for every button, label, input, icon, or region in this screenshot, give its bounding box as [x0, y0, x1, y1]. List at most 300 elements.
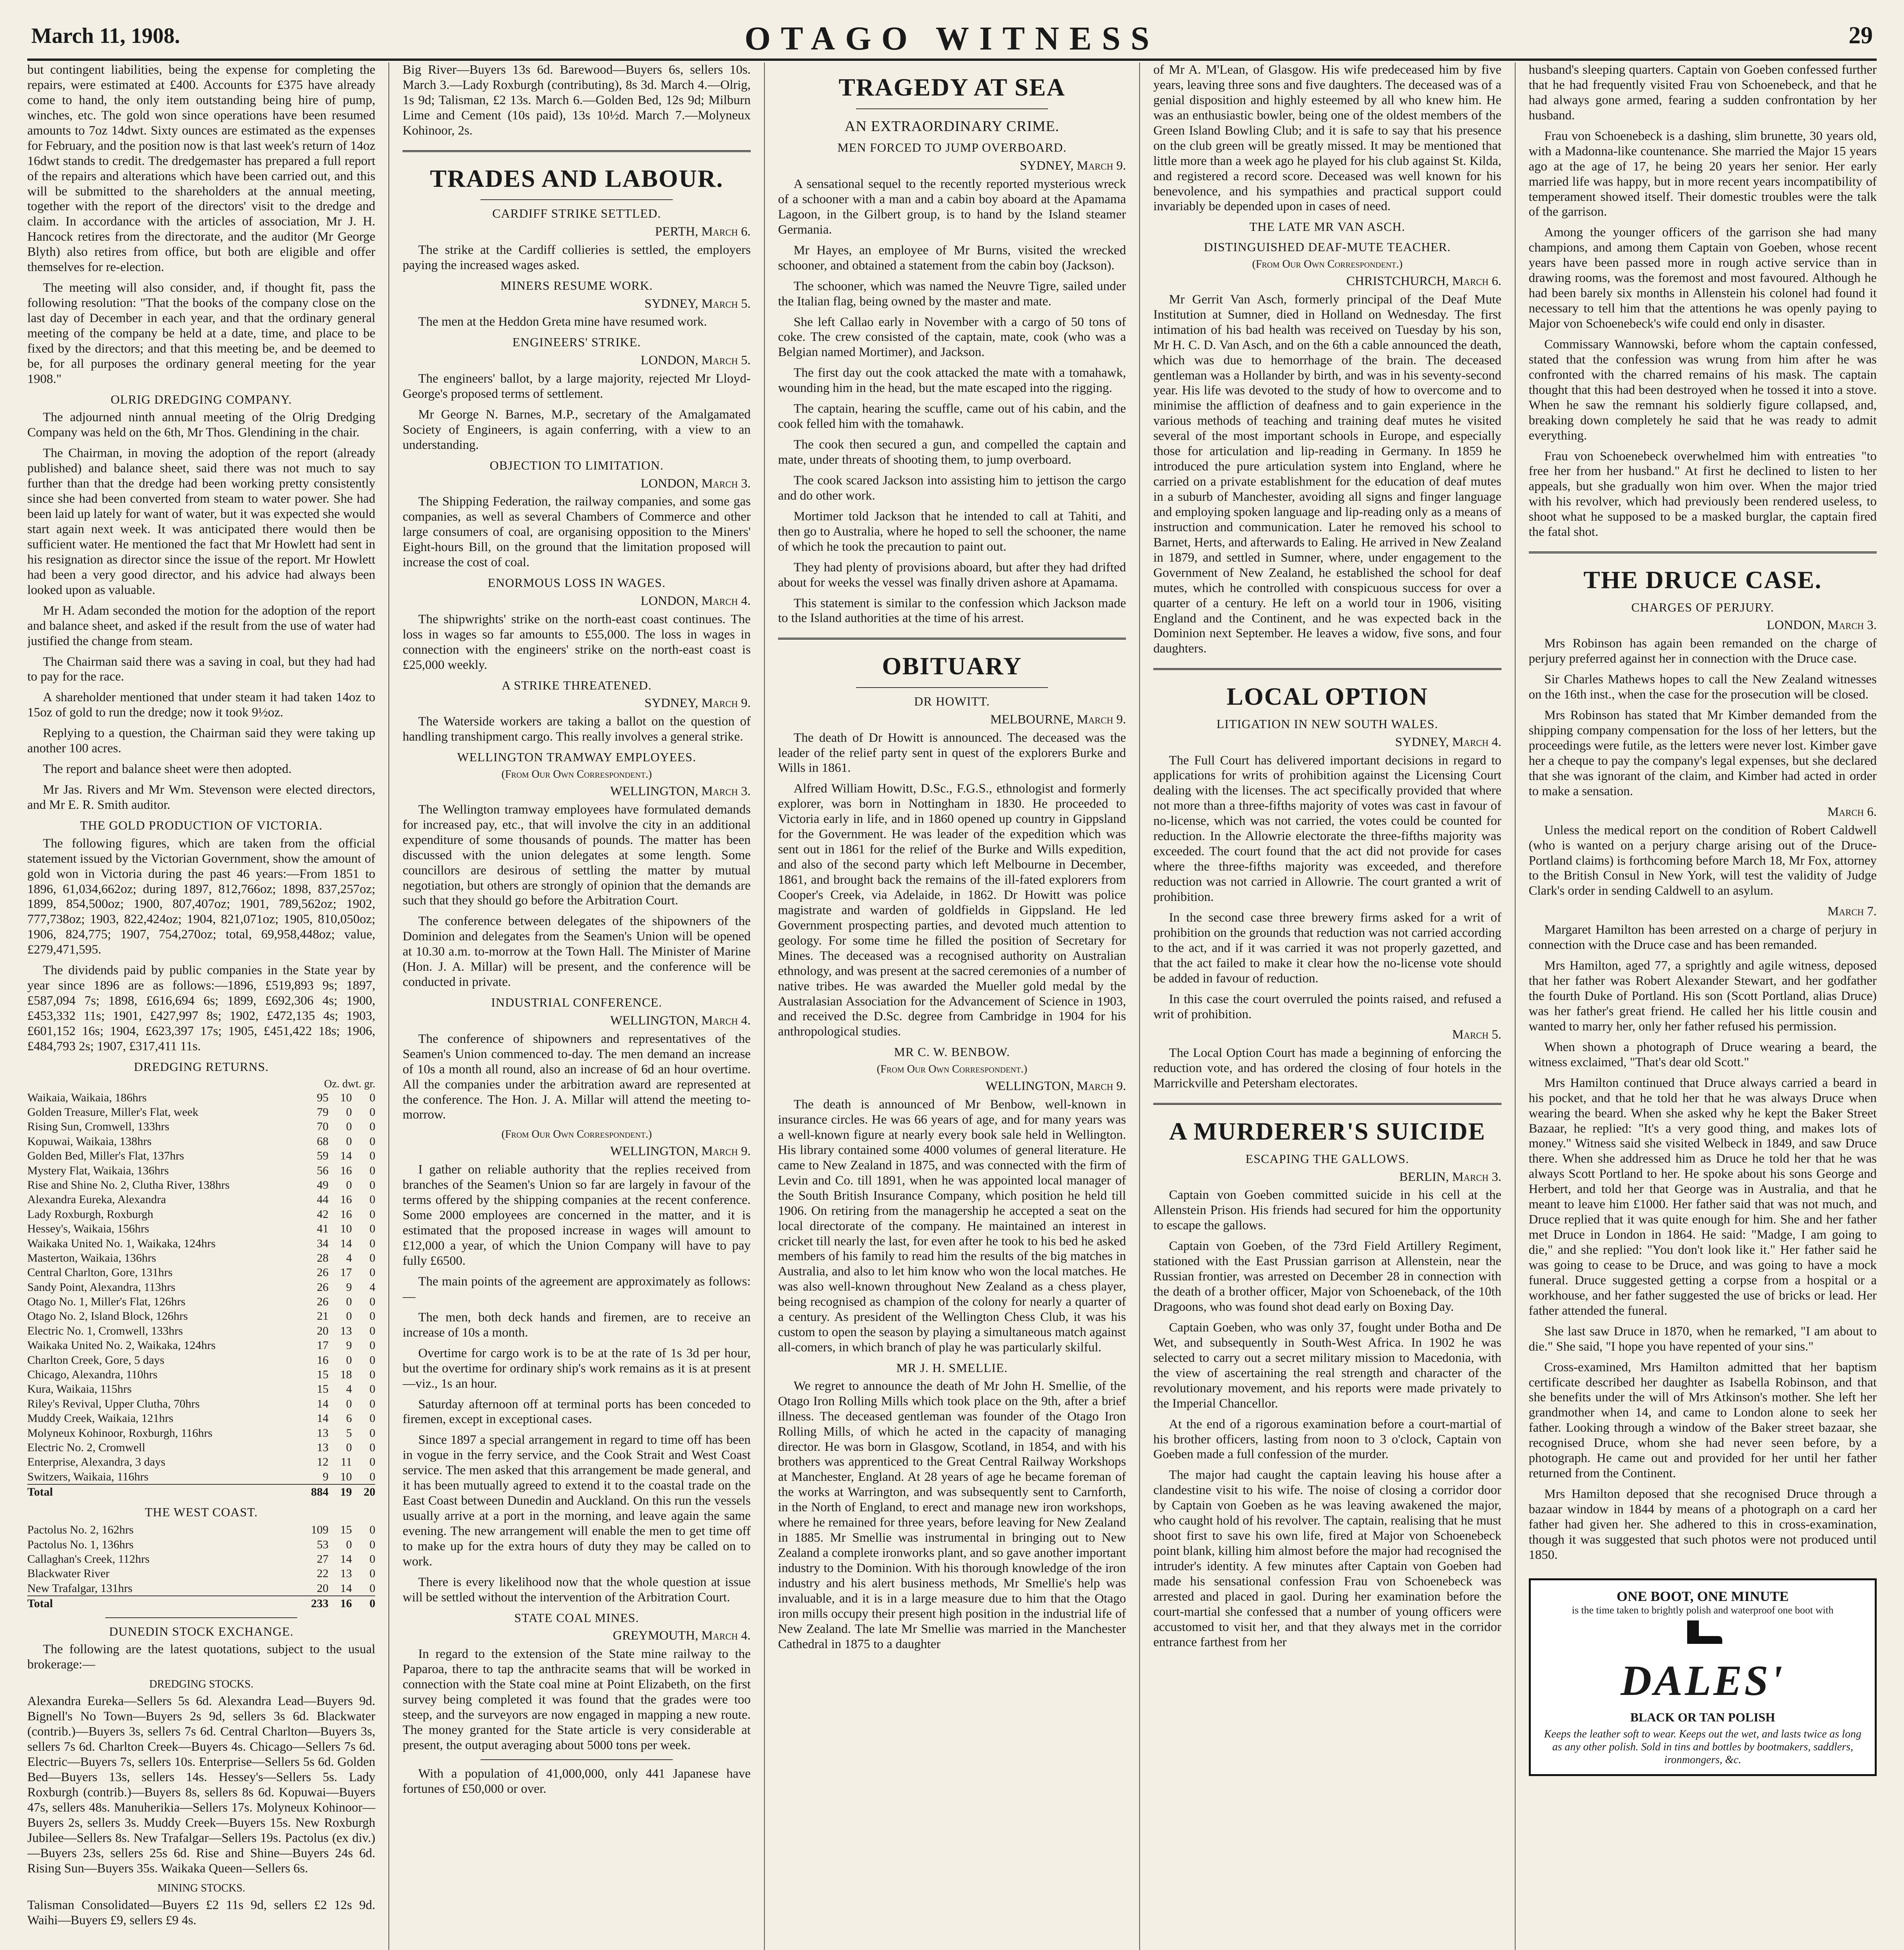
yield-dwt: 4 [346, 1383, 352, 1396]
yield-dwt: 0 [346, 1441, 352, 1454]
yield-dwt: 0 [346, 1310, 352, 1323]
article-text: The captain, hearing the scuffle, came out of his cabin, and the cook felled him with the tomahawk. [778, 402, 1126, 431]
subhead-mining-stocks: MINING STOCKS. [157, 1882, 245, 1894]
claim-name: Blackwater River [27, 1567, 110, 1580]
yield-dwt: 0 [346, 1397, 352, 1410]
headline-tragedy: TRAGEDY AT SEA [839, 73, 1065, 101]
table-row [27, 1207, 375, 1221]
yield-oz: 13 [317, 1441, 329, 1454]
yield-oz: 15 [317, 1368, 329, 1381]
article-text: The cook then secured a gun, and compelled the captain and mate, under threats of shooting them, to jump overboard. [778, 438, 1126, 467]
yield-gr: 0 [369, 1470, 376, 1483]
headline-stock-exchange: DUNEDIN STOCK EXCHANGE. [109, 1624, 294, 1638]
claim-name: Masterton, Waikaia, 136hrs [27, 1251, 156, 1264]
yield-gr: 0 [369, 1553, 376, 1566]
article-text: The Chairman said there was a saving in coal, but they had had to pay for the race. [27, 654, 376, 684]
article-text: The major had caught the captain leaving his house after a clandestine visit to his wife. The noise of closing a corridor door by Captain von Goeben as he was leaving awakened the major, who caught hold of his revolver. The captain, realising that he must shoot first to save his own life, fired at Major von Schoenebeck point blank, killing him almost before the major had recognised the intruder's identity. A few minutes after Captain von Goeben had made his sensational confession Frau von Schoenebeck was arrested and placed in gaol. During her examination before the court-martial she confessed that a number of young officers were accustomed to visit her, and that they always met in the corridor entrance farthest from her [1153, 1468, 1502, 1649]
claim-name: Charlton Creek, Gore, 5 days [27, 1353, 165, 1367]
column-1 [27, 62, 388, 1950]
article-text: Mrs Hamilton deposed that she recognised Druce through a bazaar window in 1844 by means of a photograph on a card her father had given her. She adhered to this in cross-examination, though it was suggested that such photos were not produced until 1850. [1528, 1487, 1877, 1562]
article-text: but contingent liabilities, being the expense for completing the repairs, were estimated at £400. Accounts for £375 have already come to hand, the only item outstanding being hire of pump, winches, etc. The gold won since operations have been resumed amounts to 7oz 14dwt. Sixty ounces are estimated as the expenses for February, and the position now is that last week's return of 14oz 16dwt stands to credit. The dredgemaster has prepared a full report of the repairs and alterations which have been carried out, and this will be submitted to the shareholders at the annual meeting, together with the report of the directors' visit to the dredge and claim. In accordance with the articles of association, Mr J. H. Hancock retires from the directorate, and the auditor (Mr George Blyth) also retires from office, but both are eligible and offer themselves for re-election. [27, 63, 376, 275]
headline-olrig: OLRIG DREDGING COMPANY. [110, 392, 292, 406]
yield-oz: 42 [317, 1207, 329, 1221]
table-row [27, 1163, 375, 1178]
article-text: Mr Hayes, an employee of Mr Burns, visited the wrecked schooner, and obtained a statement from the cabin boy (Jackson). [778, 243, 1126, 273]
divider [856, 108, 1048, 109]
claim-name: Muddy Creek, Waikaia, 121hrs [27, 1412, 174, 1425]
article-text: A sensational sequel to the recently reported mysterious wreck of a schooner with a man and a cabin boy aboard at the Apamama Lagoon, in the Gilbert group, is to hand by the Island steamer Germania. [778, 177, 1126, 237]
table-row [27, 1265, 375, 1280]
ad-body: Keeps the leather soft to wear. Keeps out the wet, and lasts twice as long as any other polish. Sold in tins and bottles by bootmakers, saddlers, ironmongers, &c. [1544, 1728, 1861, 1766]
credit-line: (From Our Own Correspondent.) [1252, 258, 1403, 270]
article-text: The Waterside workers are taking a ballot on the question of handling transhipment cargo. This really involves a general strike. [402, 714, 751, 744]
dateline: March 7. [1827, 904, 1877, 919]
table-row [27, 1090, 375, 1105]
table-row [27, 1280, 375, 1294]
credit-line: (From Our Own Correspondent.) [501, 768, 652, 780]
yield-gr: 0 [369, 1339, 376, 1352]
yield-oz: 34 [317, 1237, 329, 1250]
yield-oz: 26 [317, 1295, 329, 1308]
ad-headline: ONE BOOT, ONE MINUTE [1617, 1588, 1789, 1604]
yield-dwt: 0 [346, 1120, 352, 1133]
boot-icon [1679, 1617, 1726, 1648]
article-text: The Full Court has delivered important decisions in regard to applications for writs of prohibition against the Licensing Court dealing with the licenses. The act specifically provided that where not more than a three-fifths majority of votes was cast in favour of no-license, which was not carried, the votes could be counted for reduction. In the Allowrie electorate the three-fifths majority was exceeded. The court found that the act did not provide for cases where the three-fifths majority was exceeded, and therefore reduction was not carried in Allowrie. The court granted a writ of prohibition. [1153, 753, 1502, 904]
table-row [27, 1455, 375, 1469]
article-text: The dividends paid by public companies in the State year by year since 1896 are as follows:—1896, £519,893 9s; 1897, £587,094 7s; 1898, £616,694 6s; 1899, £692,306 4s; 1900, £453,332 11s; 1901, £427,997 8s; 1902, £472,135 4s; 1903, £601,152 16s; 1904, £623,397 17s; 1905, £451,422 18s; 1906, £484,793 2s; 1907, £317,411 11s. [27, 963, 376, 1053]
yield-dwt: 4 [346, 1251, 352, 1264]
table-row [27, 1149, 375, 1163]
article-text: The cook scared Jackson into assisting him to jettison the cargo and do other work. [778, 473, 1126, 503]
yield-gr: 0 [369, 1266, 376, 1279]
article-text: We regret to announce the death of Mr John H. Smellie, of the Otago Iron Rolling Mills which took place on the 9th, after a brief illness. The deceased gentleman was founder of the Otago Iron Rolling Mills, of which he acted in the capacity of managing director. He was born in Glasgow, Scotland, in 1854, and with his brothers was apprenticed to the Great Central Railway Workshops at Manchester, England. At 28 years of age he became foreman of the works at Warrington, and was subsequently sent to Carnforth, in the North of England, to erect and manage new iron workshops, where he remained for three years, before leaving for New Zealand in 1885. Mr Smellie was instrumental in bringing out to New Zealand a complete ironworks plant, and so gave another important industry to the Dominion. With his thorough knowledge of the iron industry and his alert business methods, Mr Smellie's help was invaluable, and it is in a large measure due to him that the Otago iron mills occupy their present high position in the industrial life of New Zealand. The late Mr Smellie was married in the Manchester Cathedral in 1875 to a daughter [778, 1379, 1126, 1651]
ad-brand: DALES' [1620, 1656, 1785, 1704]
returns-units: Oz. dwt. gr. [324, 1078, 376, 1090]
ad-tagline: is the time taken to brightly polish and waterproof one boot with [1572, 1604, 1834, 1616]
article-text: The following are the latest quotations, subject to the usual brokerage:— [27, 1642, 376, 1672]
yield-dwt: 6 [346, 1412, 352, 1425]
article-text: This statement is similar to the confession which Jackson made to the Island authorities at the time of his arrest. [778, 596, 1126, 626]
yield-dwt: 0 [346, 1105, 352, 1119]
yield-oz: 59 [317, 1149, 329, 1163]
yield-oz: 13 [317, 1426, 329, 1439]
credit-line: (From Our Own Correspondent.) [501, 1128, 652, 1141]
headline-industrial: INDUSTRIAL CONFERENCE. [491, 995, 662, 1010]
article-text: The conference between delegates of the shipowners of the Dominion and delegates from the Seamen's Union will be opened at 10.30 a.m. to-morrow at the Town Hall. The Minister of Marine (Hon. J. A. Millar) will be present, and the conference will be conducted in private. [402, 914, 751, 989]
yield-dwt: 5 [346, 1426, 352, 1439]
yield-oz: 26 [317, 1266, 329, 1279]
dateline: BERLIN, March 3. [1399, 1170, 1502, 1184]
article-text: When shown a photograph of Druce wearing a beard, the witness exclaimed, "That's dear old Scott." [1528, 1040, 1877, 1069]
table-row [27, 1119, 375, 1134]
article-text: She last saw Druce in 1870, when he remarked, "I am about to die." She said, "I hope you have repented of your sins." [1528, 1324, 1877, 1354]
total-oz: 233 [305, 1596, 328, 1611]
table-row [27, 1178, 375, 1192]
yield-oz: 79 [317, 1105, 329, 1119]
yield-gr: 0 [369, 1295, 376, 1308]
yield-gr: 0 [369, 1135, 376, 1148]
yield-gr: 0 [369, 1149, 376, 1163]
claim-name: Otago No. 1, Miller's Flat, 126hrs [27, 1295, 186, 1308]
article-text: The main points of the agreement are approximately as follows:— [402, 1274, 751, 1304]
yield-gr: 0 [369, 1523, 376, 1537]
yield-dwt: 17 [340, 1266, 352, 1279]
divider [1153, 668, 1501, 670]
article-text: At the end of a rigorous examination before a court-martial of his brother officers, lasting from noon to 3 o'clock, Captain von Goeben made a full confession of the murder. [1153, 1417, 1502, 1462]
divider [1153, 1103, 1501, 1105]
yield-gr: 0 [369, 1412, 376, 1425]
table-row [27, 1105, 375, 1119]
yield-gr: 0 [369, 1581, 376, 1595]
table-row [27, 1294, 375, 1309]
yield-gr: 0 [369, 1397, 376, 1410]
yield-dwt: 14 [340, 1149, 352, 1163]
yield-gr: 0 [369, 1353, 376, 1367]
article-text: The Shipping Federation, the railway companies, and some gas companies, as well as several Chambers of Commerce and other large consumers of coal, are organising opposition to the Miners' Eight-hours Bill, on the ground that the limitation proposed will increase the cost of coal. [402, 495, 751, 570]
yield-dwt: 0 [346, 1135, 352, 1148]
article-text: They had plenty of provisions aboard, but after they had drifted about for weeks the vessel was finally driven ashore at Apamama. [778, 560, 1126, 590]
headline-howitt: DR HOWITT. [914, 694, 990, 708]
claim-name: Switzers, Waikaia, 116hrs [27, 1470, 149, 1483]
yield-gr: 0 [369, 1178, 376, 1191]
headline-engineers: ENGINEERS' STRIKE. [512, 335, 641, 349]
article-text: The following figures, which are taken from the official statement issued by the Victorian Government, show the amount of gold won in Victoria during the past 46 years:—From 1851 to 1896, 61,034,662oz; during 1897, 812,766oz; 1898, 837,257oz; 1899, 854,500oz; 1900, 807,407oz; 1901, 789,562oz; 1902, 777,738oz; 1903, 822,424oz; 1904, 821,071oz; 1905, 810,050oz; 1906, 824,775; 1907, 754,270oz; total, 69,958,448oz; value, £279,471,595. [27, 836, 376, 957]
newspaper-title: OTAGO WITNESS [745, 20, 1159, 57]
yield-oz: 28 [317, 1251, 329, 1264]
table-row [27, 1523, 375, 1537]
credit-line: (From Our Own Correspondent.) [877, 1063, 1027, 1076]
headline-smellie: MR J. H. SMELLIE. [896, 1361, 1008, 1375]
yield-dwt: 0 [346, 1178, 352, 1191]
claim-name: Rising Sun, Cromwell, 133hrs [27, 1120, 170, 1133]
article-text: In this case the court overruled the points raised, and refused a writ of prohibition. [1153, 992, 1502, 1021]
table-row [27, 1251, 375, 1265]
yield-oz: 70 [317, 1120, 329, 1133]
article-text: There is every likelihood now that the whole question at issue will be settled without the intervention of the Arbitration Court. [402, 1575, 751, 1604]
article-text: Saturday afternoon off at terminal ports has been conceded to firemen, except in exceptional cases. [402, 1397, 751, 1427]
total-dwt: 16 [328, 1596, 352, 1611]
yield-gr: 0 [369, 1383, 376, 1396]
table-row [27, 1470, 375, 1484]
total-label: Total [27, 1484, 305, 1499]
claim-name: Alexandra Eureka, Alexandra [27, 1193, 166, 1206]
claim-name: Enterprise, Alexandra, 3 days [27, 1455, 166, 1469]
article-text: The report and balance sheet were then adopted. [43, 762, 292, 776]
claim-name: Hessey's, Waikaia, 156hrs [27, 1222, 149, 1236]
dateline: GREYMOUTH, March 4. [613, 1629, 751, 1643]
table-row [27, 1382, 375, 1396]
article-text: Mrs Robinson has again been remanded on the charge of perjury preferred against her in connection with the Druce case. [1528, 636, 1877, 666]
article-text: The engineers' ballot, by a large majority, rejected Mr Lloyd-George's proposed terms of settlement. [402, 372, 751, 401]
article-text: The shipwrights' strike on the north-east coast continues. The loss in wages so far amounts to £55,000. The loss in wages in connection with the engineers' strike on the north-east coast is £25,000 weekly. [402, 612, 751, 672]
yield-oz: 20 [317, 1324, 329, 1337]
divider [1529, 551, 1877, 553]
table-row [27, 1192, 375, 1207]
claim-name: Sandy Point, Alexandra, 113hrs [27, 1280, 176, 1294]
article-text: Commissary Wannowski, before whom the captain confessed, stated that the confession was wrung from him after he was confronted with the charred remains of his mask. The captain thought that this had been destroyed when he tossed it into a stove. When he saw the remnant his soldierly figure collapsed, and, breaking down completely he said that he was ready to admit everything. [1528, 337, 1877, 443]
table-row [27, 1221, 375, 1236]
table-row [27, 1324, 375, 1338]
headline-benbow: MR C. W. BENBOW. [894, 1045, 1010, 1059]
dateline: March 5. [1452, 1028, 1502, 1042]
dateline: CHRISTCHURCH, March 6. [1346, 274, 1502, 288]
headline-van-asch: THE LATE MR VAN ASCH. [1249, 220, 1406, 234]
claim-name: Kopuwai, Waikaia, 138hrs [27, 1135, 152, 1148]
table-row [27, 1367, 375, 1382]
article-text: of Mr A. M'Lean, of Glasgow. His wife predeceased him by five years, leaving three sons and five daughters. The deceased was of a genial disposition and highly esteemed by all who knew him. He was an enthusiastic bowler, being one of the oldest members of the Green Island Bowling Club; and it is safe to say that his presence on the club green will be greatly missed. It may be mentioned that little more than a week ago he played for his club against St. Kilda, and registered a record score. Deceased was well known for his benevolence, and his sympathies and practical support could invariably be depended upon in cases of need. [1153, 63, 1502, 214]
table-row [27, 1134, 375, 1149]
yield-dwt: 18 [340, 1368, 352, 1381]
masthead [27, 16, 1877, 61]
yield-gr: 0 [369, 1193, 376, 1206]
dateline: WELLINGTON, March 4. [610, 1013, 751, 1028]
headline-local-option: LOCAL OPTION [1227, 682, 1428, 711]
yield-gr: 0 [369, 1105, 376, 1119]
table-row [27, 1566, 375, 1581]
total-gr: 20 [352, 1484, 375, 1499]
article-text: Among the younger officers of the garrison she had many champions, and among them Captain von Goeben, whose recent years have been passed more in rough active service than in drawing rooms, was the foremost and most favoured. Although he had been barely six months in Allenstein his colonel had found it necessary to tell him that the attentions he was openly paying to Major von Schoenebeck's wife could end only in disaster. [1528, 225, 1877, 331]
table-row [27, 1426, 375, 1440]
yield-oz: 44 [317, 1193, 329, 1206]
article-text: The Local Option Court has made a beginning of enforcing the reduction vote, and has ordered the closing of four hotels in the Marrickville and Petersham electorates. [1153, 1046, 1502, 1091]
article-text: The death is announced of Mr Benbow, well-known in insurance circles. He was 66 years of age, and for many years was a well-known figure at nearly every book sale held in Wellington. His library contained some 4000 volumes of general literature. He came to New Zealand in 1875, and was connected with the firm of Levin and Co. till 1891, when he was appointed local manager of the South British Insurance Company, which position he held till 1906. On retiring from the managership he accepted a seat on the local directorate of the company. He maintained an interest in cricket till nearly the last, for even after he took to his bed he asked members of his family to read him the results of the big matches in Australia, and also to let him know who won the local matches. He was also well-known throughout New Zealand as a chess player, being recognised as champion of the colony for nearly a quarter of a century. As president of the Wellington Chess Club, it was his custom to open the season by playing a simultaneous match against all-comers, in which branch of play he was particularly skilful. [778, 1097, 1126, 1355]
subhead: ESCAPING THE GALLOWS. [1245, 1151, 1409, 1166]
article-text: In the second case three brewery firms asked for a writ of prohibition on the grounds that reduction was not carried according to the act, and if it was carried it was not properly gazetted, and that the act failed to make it clear how the no-license vote should be added in favour of reduction. [1153, 910, 1502, 986]
article-text: The Chairman, in moving the adoption of the report (already published) and balance sheet, said there was not much to say further than that the dredge had been working pretty consistently since she had been converted from steam to water power. She had been laid up lately for want of water, but it was expected she would start again next week. It was anticipated there would then be sufficient water. He mentioned the fact that Mr Howlett had sent in his resignation as director since the issue of the report. Mr Howlett had been a very good director, and his advice had always been looked upon as valuable. [27, 446, 376, 597]
article-text: Mortimer told Jackson that he intended to call at Tahiti, and then go to Australia, where he hoped to sell the schooner, the name of which he took the precaution to paint out. [778, 509, 1126, 554]
yield-gr: 0 [369, 1251, 376, 1264]
table-row [27, 1411, 375, 1425]
article-text: Mrs Robinson has stated that Mr Kimber demanded from the shipping company compensation for the loss of her letters, but the proceedings were futile, as the letters were never lost. Kimber gave her a cheque to pay the company's legal expenses, but she declared that she was ignorant of the claim, and Kimber had acted in order to make a sensation. [1528, 708, 1877, 798]
dales-polish-advertisement [1529, 1578, 1877, 1776]
subhead: CHARGES OF PERJURY. [1631, 600, 1774, 614]
columns [27, 62, 1877, 1950]
article-text: The adjourned ninth annual meeting of the Olrig Dredging Company was held on the 6th, Mr Thos. Glendining in the chair. [27, 410, 376, 440]
claim-name: Pactolus No. 1, 136hrs [27, 1538, 134, 1551]
yield-dwt: 14 [340, 1237, 352, 1250]
dredging-returns-table [27, 1090, 375, 1500]
claim-name: Molyneux Kohinoor, Roxburgh, 116hrs [27, 1426, 213, 1439]
yield-gr: 4 [369, 1280, 376, 1294]
article-text: In regard to the extension of the State mine railway to the Paparoa, there to tap the anthracite seams that will be worked in connection with the State coal mine at Point Elizabeth, on the first survey being completed it was found that the grades were too steep, and the surveyors are now engaged in mapping a new route. The money granted for the State article is very considerable at present, the output averaging about 5000 tons per week. [402, 1647, 751, 1753]
yield-dwt: 10 [340, 1222, 352, 1236]
yield-dwt: 0 [346, 1538, 352, 1551]
yield-dwt: 14 [340, 1553, 352, 1566]
yield-dwt: 10 [340, 1470, 352, 1483]
article-text: Unless the medical report on the condition of Robert Caldwell (who is wanted on a perjury charge arising out of the Druce-Portland claims) is forthcoming before March 18, Mr Fox, attorney to the British Consul in New York, will test the validity of Judge Clark's order in sending Caldwell to an asylum. [1528, 823, 1877, 898]
dateline: SYDNEY, March 4. [1395, 735, 1502, 749]
yield-oz: 95 [317, 1091, 329, 1104]
subhead: LITIGATION IN NEW SOUTH WALES. [1216, 716, 1438, 731]
headline-dredging-returns: DREDGING RETURNS. [134, 1059, 269, 1074]
yield-dwt: 9 [346, 1339, 352, 1352]
claim-name: Callaghan's Creek, 112hrs [27, 1553, 150, 1566]
yield-oz: 22 [317, 1567, 329, 1580]
article-text: husband's sleeping quarters. Captain von Goeben confessed further that he had frequently visited Frau von Schoenebeck, and that he had always gone armed, fearing a sudden confrontation by her husband. [1528, 63, 1877, 122]
yield-dwt: 16 [340, 1164, 352, 1177]
article-text: Mr Gerrit Van Asch, formerly principal of the Deaf Mute Institution at Sumner, died in Holland on Wednesday. The first intimation of his bad health was received on Tuesday by his son, Mr H. C. D. Van Asch, and on the 6th a cable announced the death, which was due to hemorrhage of the brain. The deceased gentleman was a Hollander by birth, and was in his seventy-second year. His life was devoted to the study of how to overcome and to minimise the affliction of deafness and to gain experience in the various methods of teaching and training deaf mutes he visited several of the most important schools in Europe, and especially those for articulation and lip-reading in Germany. In 1859 he introduced the pure articulation system into England, where he carried on a private establishment for the education of deaf mutes in a suburb of Manchester, avoiding all signs and finger language and employing spoken language and lip-reading only as a means of instruction and communication. Later he removed his school to Barnet, Herts, and afterwards to Ealing. He arrived in New Zealand in 1879, and settled in Sumner, where, under engagement to the Government of New Zealand, he established the school for deaf mutes, which he controlled with conspicuous success for over a quarter of a century. He left on a world tour in 1906, visiting England and the Continent, and he was expected back in the Dominion next September. He leaves a widow, five sons, and four daughters. [1153, 292, 1502, 656]
table-row [27, 1236, 375, 1251]
article-text: Captain Goeben, who was only 37, fought under Botha and De Wet, and subsequently in South-West Africa. In 1902 he was selected to carry out a secret military mission to Macedonia, with the view of ascertaining the real strength and character of the revolutionary movement, and his reports were made privately to the Imperial Chancellor. [1153, 1320, 1502, 1411]
headline-murderer-suicide: A MURDERER'S SUICIDE [1169, 1117, 1486, 1145]
headline-tramway: WELLINGTON TRAMWAY EMPLOYEES. [457, 750, 697, 764]
article-text: Mr H. Adam seconded the motion for the adoption of the report and balance sheet, and asked if the result from the use of water had justified the change from steam. [27, 603, 376, 648]
article-text: Mr Jas. Rivers and Mr Wm. Stevenson were elected directors, and Mr E. R. Smith auditor. [27, 783, 376, 812]
yield-oz: 109 [311, 1523, 329, 1537]
yield-gr: 0 [369, 1441, 376, 1454]
yield-oz: 53 [317, 1538, 329, 1551]
article-text: Frau von Schoenebeck is a dashing, slim brunette, 30 years old, with a Madonna-like countenance. She married the Major 15 years ago at the age of 17, he being 20 years her senior. Her early married life was happy, but in more recent years incompatibility of temperament showed itself. Their domestic troubles were the talk of the garrison. [1528, 129, 1877, 219]
claim-name: Lady Roxburgh, Roxburgh [27, 1207, 154, 1221]
headline-druce-case: THE DRUCE CASE. [1583, 566, 1822, 594]
subhead: DISTINGUISHED DEAF-MUTE TEACHER. [1204, 240, 1451, 254]
ad-product: BLACK OR TAN POLISH [1630, 1710, 1775, 1724]
yield-oz: 15 [317, 1383, 329, 1396]
claim-name: Pactolus No. 2, 162hrs [27, 1523, 134, 1537]
headline-obituary: OBITUARY [882, 652, 1022, 680]
article-text: Talisman Consolidated—Buyers £2 11s 9d, sellers £2 12s 9d. Waihi—Buyers £9, sellers £9 4s. [27, 1898, 376, 1927]
table-row [27, 1537, 375, 1552]
claim-name: Chicago, Alexandra, 110hrs [27, 1368, 158, 1381]
article-text: Frau von Schoenebeck overwhelmed him with entreaties "to free her from her husband." At first he declined to listen to her appeals, but she gradually won him over. When the major tried with his revolver, which had previously been rendered useless, to shoot what he supposed to be a masked burglar, the captain fired the fatal shot. [1528, 449, 1877, 539]
yield-oz: 9 [323, 1470, 329, 1483]
column-4 [1139, 62, 1514, 1950]
divider [778, 638, 1126, 640]
table-row [27, 1552, 375, 1566]
yield-dwt: 9 [346, 1280, 352, 1294]
claim-name: Electric No. 1, Cromwell, 133hrs [27, 1324, 183, 1337]
divider [105, 1617, 297, 1618]
claim-name: Golden Bed, Miller's Flat, 137hrs [27, 1149, 184, 1163]
divider [402, 150, 750, 152]
yield-dwt: 16 [340, 1193, 352, 1206]
claim-name: Riley's Revival, Upper Clutha, 70hrs [27, 1397, 200, 1410]
article-text: The Wellington tramway employees have formulated demands for increased pay, etc., that will involve the city in an additional expenditure of some thousands of pounds. The matter has been discussed with the union delegates at some length. Some councillors are desirous of settling the matter by mutual negotiation, but others are strongly of opinion that the demands are such that they should go before the Arbitration Court. [402, 802, 751, 908]
yield-oz: 14 [317, 1412, 329, 1425]
yield-gr: 0 [369, 1567, 376, 1580]
article-text: Alexandra Eureka—Sellers 5s 6d. Alexandra Lead—Buyers 9d. Bignell's No Town—Buyers 2s 9d, sellers 3s 6d. Blackwater (contrib.)—Buyers 3s, sellers 7s 6d. Central Charlton—Buyers 3s, sellers 7s 6d. Charlton Creek—Buyers 4s. Chicago—Sellers 7s 6d. Electric—Buyers 7s, sellers 10s. Enterprise—Sellers 5s 6d. Golden Bed—Buyers 13s, sellers 14s. Hessey's—Sellers 5s. Lady Roxburgh (contrib.)—Buyers 8s, sellers 8s 6d. Kopuwai—Buyers 47s, sellers 48s. Manuherikia—Sellers 17s. Molyneux Kohinoor—Buyers 2s, sellers 3s. Muddy Creek—Buyers 15s. New Roxburgh Jubilee—Sellers 8s. New Trafalgar—Sellers 19s. Pactolus (ex div.)—Buyers 23s, sellers 25s 6d. Rise and Shine—Buyers 24s 6d. Rising Sun—Buyers 35s. Waikaka Queen—Sellers 6s. [27, 1694, 376, 1876]
dateline: WELLINGTON, March 9. [985, 1079, 1126, 1094]
yield-oz: 49 [317, 1178, 329, 1191]
headline-trades-labour: TRADES AND LABOUR. [430, 164, 723, 192]
yield-dwt: 0 [346, 1295, 352, 1308]
divider [480, 199, 672, 200]
table-row [27, 1581, 375, 1596]
article-text: Big River—Buyers 13s 6d. Barewood—Buyers 6s, sellers 10s. March 3.—Lady Roxburgh (contributing), 8s 3d. March 4.—Olrig, 1s 9d; Talisman, £2 13s. March 6.—Golden Bed, 12s 9d; Milburn Lime and Cement (10s paid), 13s 10½d. March 7.—Molyneux Kohinoor, 2s. [402, 63, 751, 138]
headline-state-coal: STATE COAL MINES. [514, 1610, 639, 1625]
article-text: Replying to a question, the Chairman said they were taking up another 100 acres. [27, 726, 376, 756]
total-oz: 884 [305, 1484, 328, 1499]
column-5 [1515, 62, 1877, 1950]
article-text: I gather on reliable authority that the replies received from branches of the Seamen's Union so far are largely in favour of the terms offered by the shipping companies at the recent conference. Some 2000 employees are concerned in the matter, and it is estimated that the proposed increase in wages will amount to £12,000 a year, of which the Union Company will have to pay fully £6500. [402, 1163, 751, 1268]
claim-name: Golden Treasure, Miller's Flat, week [27, 1105, 199, 1119]
dateline: March 6. [1827, 805, 1877, 819]
total-row [27, 1484, 375, 1499]
article-text: Overtime for cargo work is to be at the rate of 1s 3d per hour, but the overtime for ordinary ship's work remains as it is at present—viz., 1s an hour. [402, 1346, 751, 1391]
column-3 [764, 62, 1139, 1950]
dateline: WELLINGTON, March 9. [610, 1144, 751, 1159]
table-row [27, 1440, 375, 1455]
article-text: The strike at the Cardiff collieries is settled, the employers paying the increased wages asked. [402, 243, 751, 272]
yield-gr: 0 [369, 1091, 376, 1104]
article-text: Mr George N. Barnes, M.P., secretary of the Amalgamated Society of Engineers, is again conferring, with a view to an understanding. [402, 407, 751, 452]
article-text: The schooner, which was named the Neuvre Tigre, sailed under the Italian flag, being owned by the master and mate. [778, 279, 1126, 308]
article-text: She left Callao early in November with a cargo of 50 tons of coke. The crew consisted of the captain, mate, cook (who was a Belgian named Mortimer), and Jackson. [778, 315, 1126, 360]
west-coast-table [27, 1523, 375, 1611]
total-dwt: 19 [328, 1484, 352, 1499]
article-text: Alfred William Howitt, D.Sc., F.G.S., ethnologist and formerly explorer, was born in Nottingham in 1830. He proceeded to Victoria early in life, and in 1860 opened up country in Gippsland for the Government. He was leader of the expedition which was sent out in 1861 for the relief of the Burke and Wills expedition, and also of the second party which left Melbourne in December, 1861, and brought back the remains of the ill-fated explorers from Cooper's Creek, via Adelaide, in 1862. Dr Howitt was police magistrate and warden of goldfields in Gippsland. He led Government prospecting parties, and devoted much attention to geology. For some time he filled the position of Secretary for Mines. The deceased was a recognised authority on Australian ethnology, and was present at the sacred ceremonies of a number of native tribes. He was awarded the Mueller gold medal by the Australasian Association for the Advancement of Science in 1903, and received the D.Sc. degree from Cambridge in 1904 for his anthropological studies. [778, 782, 1126, 1039]
yield-dwt: 15 [340, 1523, 352, 1537]
article-text: Mrs Hamilton continued that Druce always carried a beard in his pocket, and that he told her that he was always Druce when wearing the beard. When she asked why he kept the Baker Street Bazaar, he replied: "It's a very good thing, and makes lots of money." Witness said she visited Welbeck in 1849, and saw Druce there. When she addressed him as Druce he told her that he was always Scott Portland to her. He spoke about his sons George and Herbert, and told her that George was in Australia, and that he meant to leave him £1000. Her father said that was not much, and Druce replied that it was quite enough for him. She and her father met Druce in London in 1864. He said: "Madge, I am going to die," and she replied: "You don't look like it." Her father said he was going to cease to be Druce, and was going to have a mock funeral. Druce suggested getting a corpse from a hospital or a workhouse, and her father suggested the use of bricks or lead. Her father attended the funeral. [1528, 1076, 1877, 1318]
yield-gr: 0 [369, 1426, 376, 1439]
article-text: The men, both deck hands and firemen, are to receive an increase of 10s a month. [402, 1310, 751, 1340]
yield-oz: 21 [317, 1310, 329, 1323]
yield-oz: 56 [317, 1164, 329, 1177]
headline-cardiff: CARDIFF STRIKE SETTLED. [492, 206, 661, 221]
table-row [27, 1353, 375, 1367]
issue-date: March 11, 1908. [31, 24, 180, 48]
yield-dwt: 11 [340, 1455, 352, 1469]
claim-name: Otago No. 2, Island Block, 126hrs [27, 1310, 188, 1323]
claim-name: Mystery Flat, Waikaia, 136hrs [27, 1164, 169, 1177]
article-text: Since 1897 a special arrangement in regard to time off has been in vogue in the ferry service, and the Cook Strait and West Coast service. The men asked that this arrangement be made general, and it has been mutually agreed to extend it to the coastal trade on the East Coast between Dunedin and Auckland. On this run the vessels usually arrive at a port in the morning, and leave again the same evening. The new arrangement will enable the men to get time off to make up for the extra hours of duty they may be called on to work. [402, 1433, 751, 1569]
total-label: Total [27, 1596, 305, 1611]
total-row [27, 1596, 375, 1611]
yield-dwt: 13 [340, 1324, 352, 1337]
headline-miners: MINERS RESUME WORK. [500, 278, 653, 292]
table-row [27, 1397, 375, 1411]
divider [856, 687, 1048, 688]
subhead: MEN FORCED TO JUMP OVERBOARD. [837, 140, 1067, 155]
article-text: Captain von Goeben committed suicide in his cell at the Allenstein Prison. His friends had secured for him the opportunity to escape the gallows. [1153, 1188, 1502, 1233]
headline-loss-wages: ENORMOUS LOSS IN WAGES. [488, 576, 666, 590]
yield-oz: 12 [317, 1455, 329, 1469]
dateline: LONDON, March 3. [1766, 618, 1877, 633]
divider [480, 1759, 672, 1760]
subhead-dredging-stocks: DREDGING STOCKS. [149, 1678, 254, 1691]
yield-gr: 0 [369, 1237, 376, 1250]
dateline: SYDNEY, March 9. [1019, 159, 1126, 173]
dateline: LONDON, March 4. [640, 594, 751, 608]
yield-gr: 0 [369, 1368, 376, 1381]
total-gr: 0 [352, 1596, 375, 1611]
yield-gr: 0 [369, 1207, 376, 1221]
dateline: MELBOURNE, March 9. [990, 712, 1126, 727]
table-row [27, 1309, 375, 1323]
article-text: Cross-examined, Mrs Hamilton admitted that her baptism certificate described her daughter as Isabella Robinson, and that she benefits under the will of Mrs Atkinson's mother. She left her grandmother when 14, and came to London alone to seek her father. Looking through a window of the Baker street bazaar, she recognised Druce, whom she had never seen before, by a photograph. He came out and provided for her until her father returned from the Continent. [1528, 1360, 1877, 1481]
yield-oz: 26 [317, 1280, 329, 1294]
claim-name: Waikaia, Waikaia, 186hrs [27, 1091, 147, 1104]
yield-oz: 41 [317, 1222, 329, 1236]
yield-gr: 0 [369, 1120, 376, 1133]
yield-gr: 0 [369, 1455, 376, 1469]
yield-oz: 14 [317, 1397, 329, 1410]
yield-oz: 17 [317, 1339, 329, 1352]
subhead: AN EXTRAORDINARY CRIME. [844, 118, 1060, 135]
headline-west-coast: THE WEST COAST. [145, 1505, 258, 1519]
article-text: Mrs Hamilton, aged 77, a sprightly and agile witness, deposed that her father was Robert Alexander Stewart, and her godfather the fourth Duke of Portland. His son (Scott Portland, alias Druce) was her father's great friend. He called her his little cousin and wanted to marry her, only her father refused his permission. [1528, 959, 1877, 1034]
yield-dwt: 14 [340, 1581, 352, 1595]
article-text: A shareholder mentioned that under steam it had taken 14oz to 15oz of gold to run the dredge; now it took 9½oz. [27, 690, 376, 720]
claim-name: New Trafalgar, 131hrs [27, 1581, 133, 1595]
yield-oz: 68 [317, 1135, 329, 1148]
yield-oz: 20 [317, 1581, 329, 1595]
dateline: PERTH, March 6. [655, 224, 751, 239]
headline-gold: THE GOLD PRODUCTION OF VICTORIA. [80, 818, 323, 832]
claim-name: Kura, Waikaia, 115hrs [27, 1383, 132, 1396]
yield-gr: 0 [369, 1222, 376, 1236]
article-text: The meeting will also consider, and, if thought fit, pass the following resolution: "That the books of the company close on the last day of December in each year, and that the ordinary general meeting of the company be held at a date, time, and place to be fixed by the directors; and that this meeting be, and be deemed to be, for all purposes the ordinary general meeting for the year 1908." [27, 281, 376, 386]
